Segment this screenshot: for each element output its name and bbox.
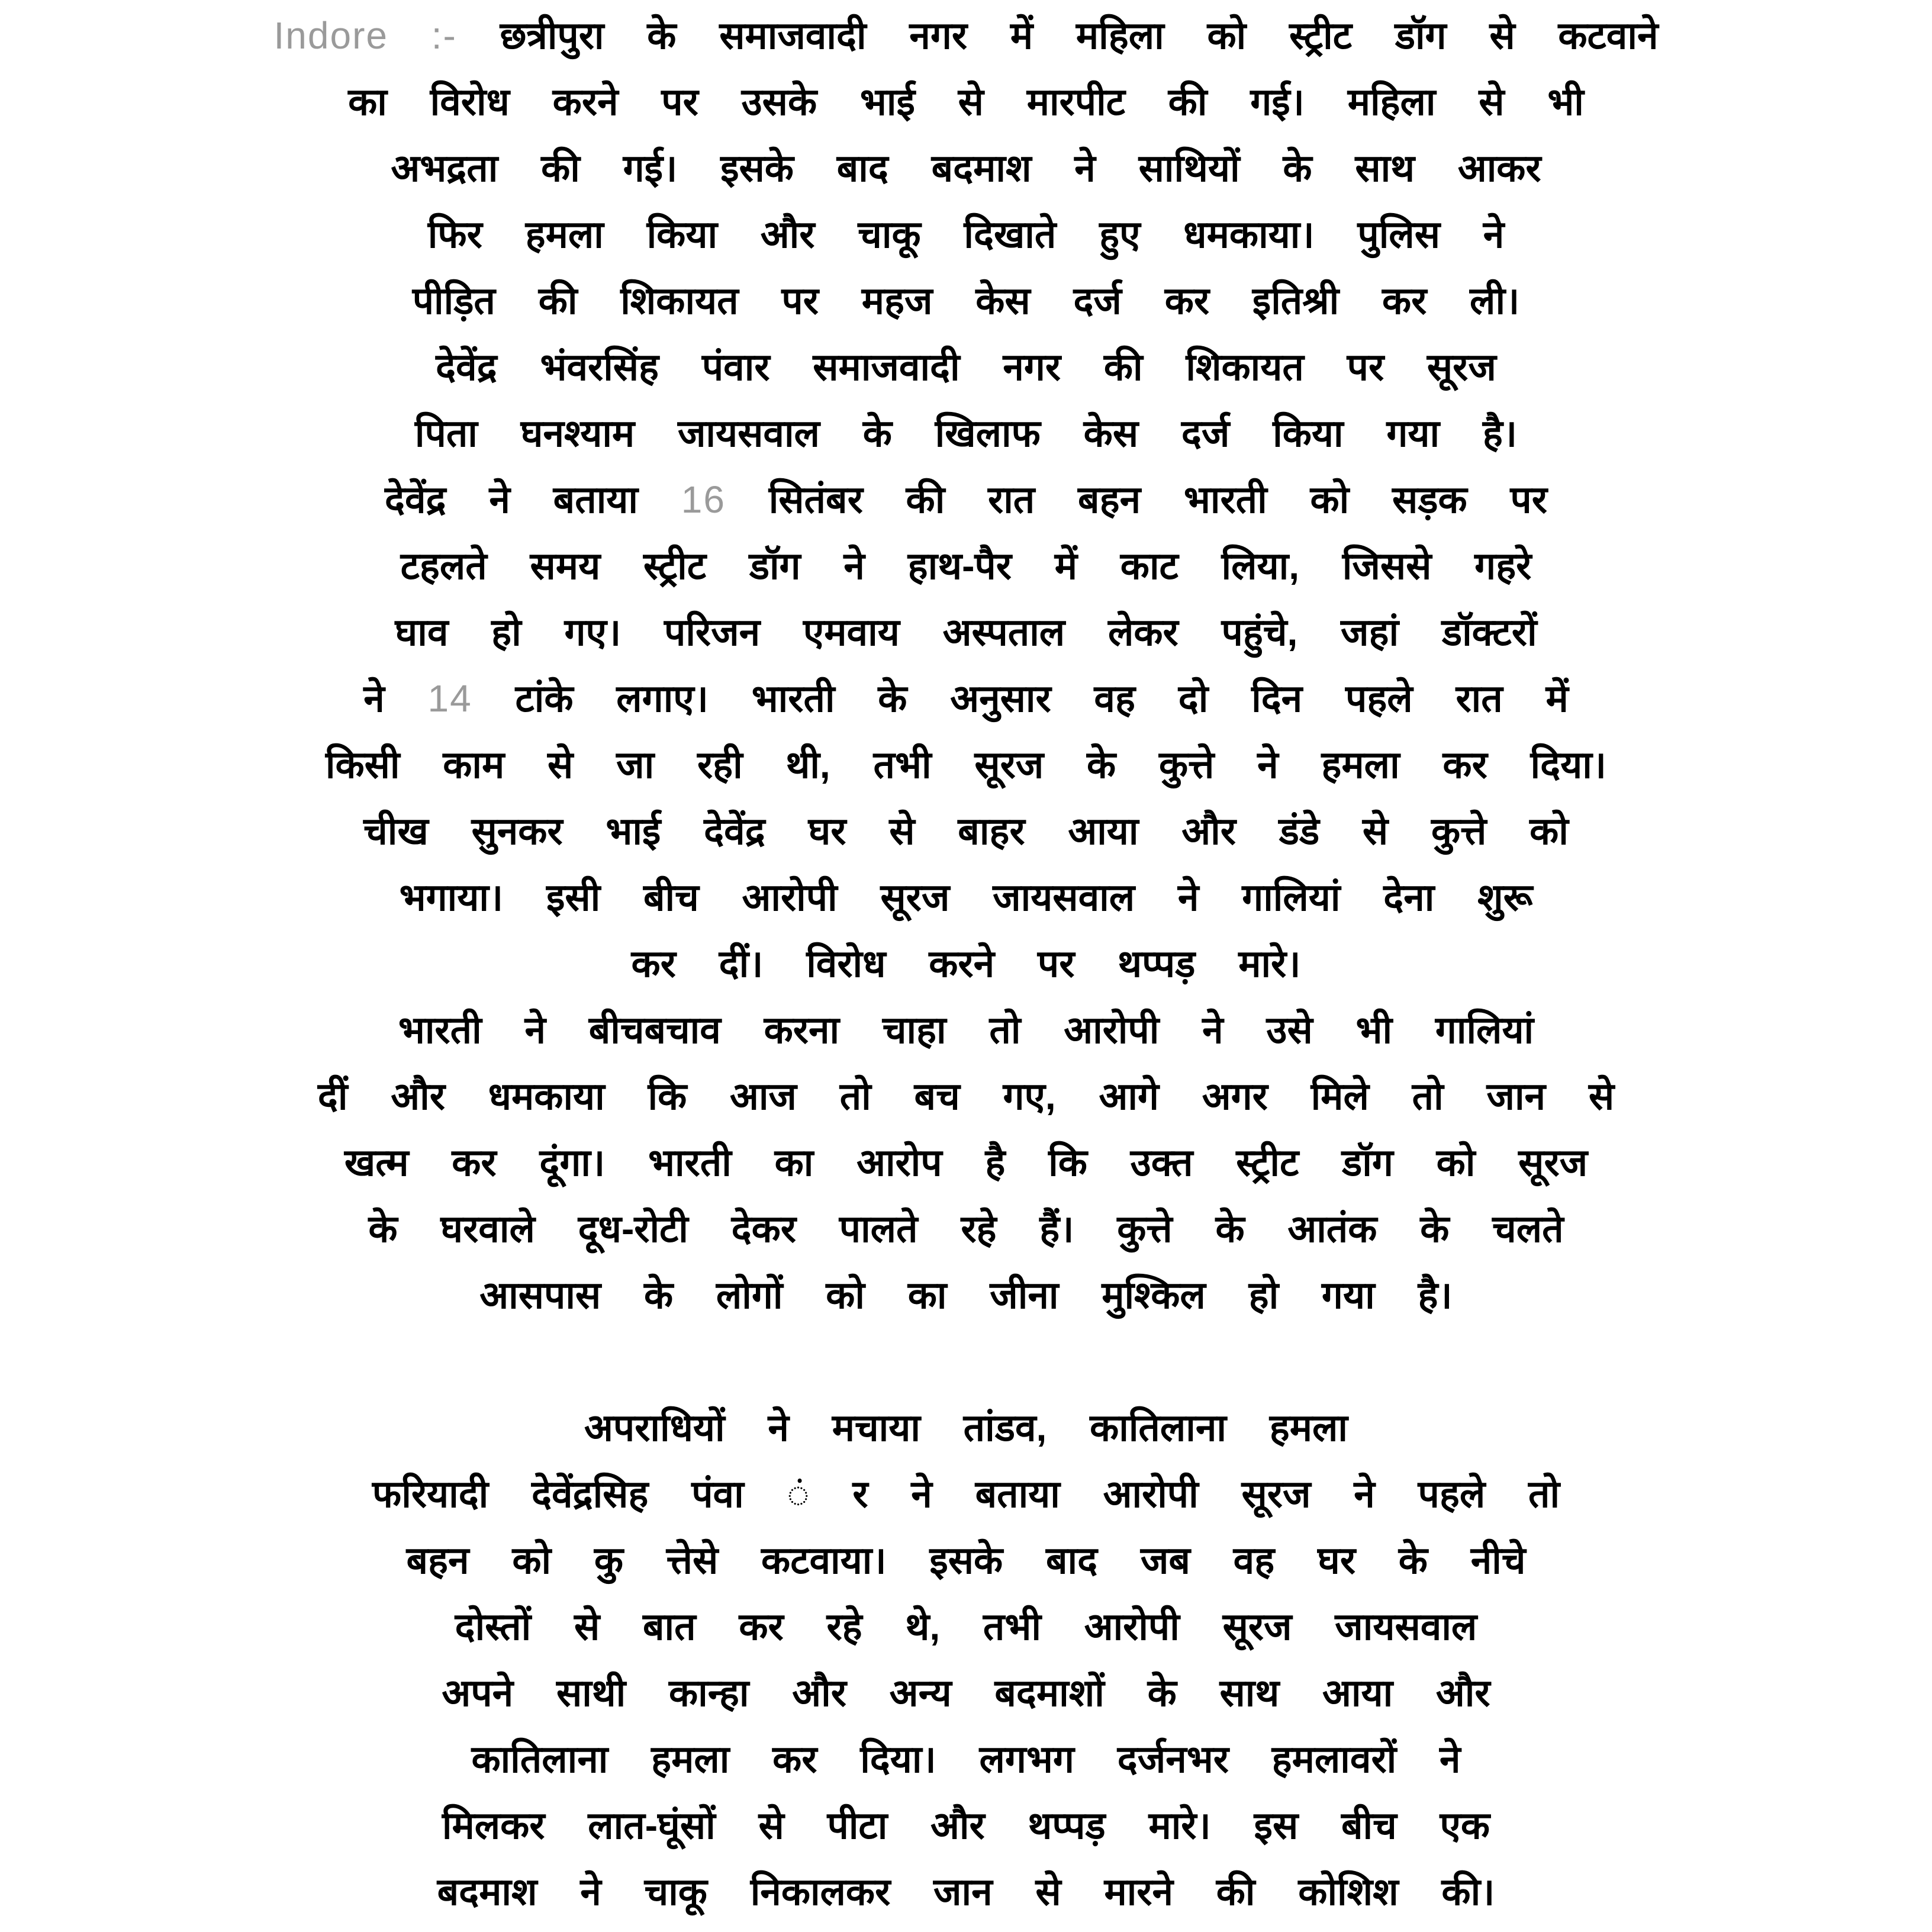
detached-anusvara: ं bbox=[787, 1473, 810, 1515]
text-line: बहन को कु त्तेसे कटवाया। इसके बाद जब वह घर के नीचे bbox=[406, 1539, 1526, 1582]
text-line: बदमाश ने चाकू निकालकर जान से मारने की कोशिश की। bbox=[437, 1870, 1495, 1913]
text-line: दोस्तों से बात कर रहे थे, तभी आरोपी सूरज जायसवाल bbox=[455, 1605, 1477, 1648]
latin-text: :- bbox=[431, 14, 457, 57]
latin-text: Indore bbox=[273, 14, 388, 57]
text-line: के घरवाले दूध-रोटी देकर पालते रहे हैं। कुत्ते के आतंक के चलते bbox=[368, 1208, 1564, 1250]
text-line: पिता घनश्याम जायसवाल के खिलाफ केस दर्ज किया गया है। bbox=[414, 412, 1518, 455]
text-line: मिलकर लात-घूंसों से पीटा और थप्पड़ मारे। इस बीच एक bbox=[442, 1804, 1490, 1847]
text-line: कातिलाना हमला कर दिया। लगभग दर्जनभर हमलावरों ने bbox=[471, 1738, 1461, 1780]
text-line: कर दीं। विरोध करने पर थप्पड़ मारे। bbox=[631, 942, 1301, 985]
text-line: खत्म कर दूंगा। भारती का आरोप है कि उक्त स्ट्रीट डॉग को सूरज bbox=[344, 1141, 1588, 1184]
text-line: Indore :- छत्रीपुरा के समाजवादी नगर में महिला को स्ट्रीट डॉग से कटवाने bbox=[273, 14, 1659, 57]
text-line: फिर हमला किया और चाकू दिखाते हुए धमकाया। पुलिस ने bbox=[427, 213, 1505, 256]
text-line: देवेंद्र ने बताया 16 सितंबर की रात बहन भारती को सड़क पर bbox=[385, 478, 1547, 521]
text-line: पीड़ित की शिकायत पर महज केस दर्ज कर इतिश्री कर ली। bbox=[412, 279, 1520, 322]
text-line: चीख सुनकर भाई देवेंद्र घर से बाहर आया और डंडे से कुत्ते को bbox=[363, 810, 1569, 852]
text-line: किसी काम से जा रही थी, तभी सूरज के कुत्ते ने हमला कर दिया। bbox=[325, 743, 1607, 786]
text-line: फरियादी देवेंद्रसिह पंवा ं र ने बताया आरोपी सूरज ने पहले तो bbox=[372, 1473, 1560, 1515]
text-line: टहलते समय स्ट्रीट डॉग ने हाथ-पैर में काट लिया, जिससे गहरे bbox=[400, 545, 1532, 587]
text-line: दीं और धमकाया कि आज तो बच गए, आगे अगर मिले तो जान से bbox=[317, 1075, 1615, 1118]
latin-text: 16 bbox=[681, 478, 726, 521]
text-line: भगाया। इसी बीच आरोपी सूरज जायसवाल ने गालियां देना शुरू bbox=[399, 876, 1533, 919]
subheading: अपराधियों ने मचाया तांडव, कातिलाना हमला bbox=[584, 1406, 1348, 1449]
text-line: देवेंद्र भंवरसिंह पंवार समाजवादी नगर की शिकायत पर सूरज bbox=[436, 346, 1496, 388]
text-line: ने 14 टांके लगाए। भारती के अनुसार वह दो दिन पहले रात में bbox=[363, 677, 1569, 720]
latin-text: 14 bbox=[427, 677, 472, 720]
text-line: का विरोध करने पर उसके भाई से मारपीट की गई। महिला से भी bbox=[348, 80, 1584, 123]
text-line: भारती ने बीचबचाव करना चाहा तो आरोपी ने उसे भी गालियां bbox=[398, 1009, 1534, 1051]
article-body bbox=[8, 2, 1924, 1925]
text-line: घाव हो गए। परिजन एमवाय अस्पताल लेकर पहुंचे, जहां डॉक्टरों bbox=[395, 611, 1537, 653]
text-line: आसपास के लोगों को का जीना मुश्किल हो गया है। bbox=[479, 1274, 1453, 1316]
text-line: अभद्रता की गई। इसके बाद बदमाश ने साथियों के साथ आकर bbox=[391, 147, 1541, 189]
text-line: अपने साथी कान्हा और अन्य बदमाशों के साथ आया और bbox=[442, 1672, 1490, 1714]
